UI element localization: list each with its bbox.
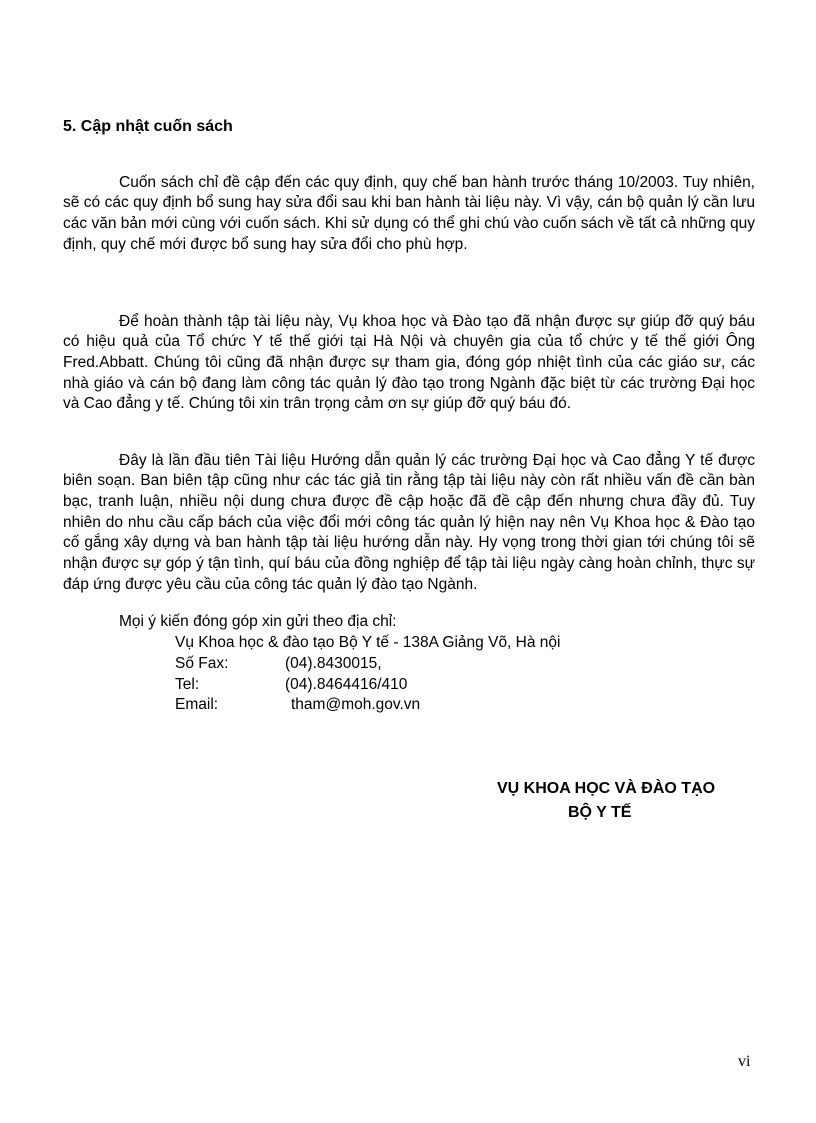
tel-label: Tel: xyxy=(175,676,200,693)
page-number: vi xyxy=(738,1053,751,1070)
contact-address: Vụ Khoa học & đào tạo Bộ Y tế - 138A Giảng Võ, Hà nội xyxy=(175,634,561,651)
email-value: tham@moh.gov.vn xyxy=(291,696,421,713)
fax-value: (04).8430015, xyxy=(285,655,382,672)
section-heading: 5. Cập nhật cuốn sách xyxy=(63,118,233,135)
contact-intro: Mọi ý kiến đóng góp xin gửi theo địa chỉ: xyxy=(119,613,397,630)
contact-email xyxy=(175,696,420,714)
paragraph-acknowledgement: Để hoàn thành tập tài liệu này, Vụ khoa học và Đào tạo đã nhận được sự giúp đỡ quý báu có hiệu quả của Tổ chức Y tế thế giới tại Hà Nội và chuyên gia của tổ chức y tế thế giới Ông Fred.Abbatt. Chúng tôi cũng đã nhận được sự tham gia, đóng góp nhiệt tình của các giáo sư, các nhà giáo và cán bộ đang làm công tác quản lý đào tạo trong Ngành đặc biệt từ các trường Đại học và Cao đẳng y tế. Chúng tôi xin trân trọng cảm ơn sự giúp đỡ quý báu đó. xyxy=(63,312,755,413)
signature-department: VỤ KHOA HỌC VÀ ĐÀO TẠO xyxy=(497,780,716,797)
signature-ministry: BỘ Y TẾ xyxy=(568,804,632,821)
email-label: Email: xyxy=(175,696,219,713)
paragraph-feedback-request: Đây là lần đầu tiên Tài liệu Hướng dẫn quản lý các trường Đại học và Cao đẳng Y tế được biên soạn. Ban biên tập cũng như các tác giả tin rằng tập tài liệu này còn rất nhiều vấn đề cần bàn bạc, tranh luận, nhiều nội dung chưa được đề cập hoặc đã đề cập đến nhưng chưa đầy đủ. Tuy nhiên do nhu cầu cấp bách của việc đổi mới công tác quản lý hiện nay nên Vụ Khoa học & Đào tạo cố gắng xây dựng và ban hành tập tài liệu hướng dẫn này. Hy vọng trong thời gian tới chúng tôi sẽ nhận được sự góp ý tận tình, quí báu của đồng nghiệp để tập tài liệu ngày càng hoàn chỉnh, thực sự đáp ứng được yêu cầu của công tác quản lý đào tạo Ngành. xyxy=(63,451,755,593)
fax-label: Số Fax: xyxy=(175,655,229,672)
contact-tel xyxy=(175,676,407,694)
paragraph-update-note: Cuốn sách chỉ đề cập đến các quy định, quy chế ban hành trước tháng 10/2003. Tuy nhiên, sẽ có các quy định bổ sung hay sửa đổi sau khi ban hành tài liệu này. Vì vậy, cán bộ quản lý cần lưu các văn bản mới cùng với cuốn sách. Khi sử dụng có thể ghi chú vào cuốn sách về tất cả những quy định, quy chế mới được bổ sung hay sửa đổi cho phù hợp. xyxy=(63,173,755,253)
tel-value: (04).8464416/410 xyxy=(285,676,408,693)
contact-fax xyxy=(175,655,382,673)
